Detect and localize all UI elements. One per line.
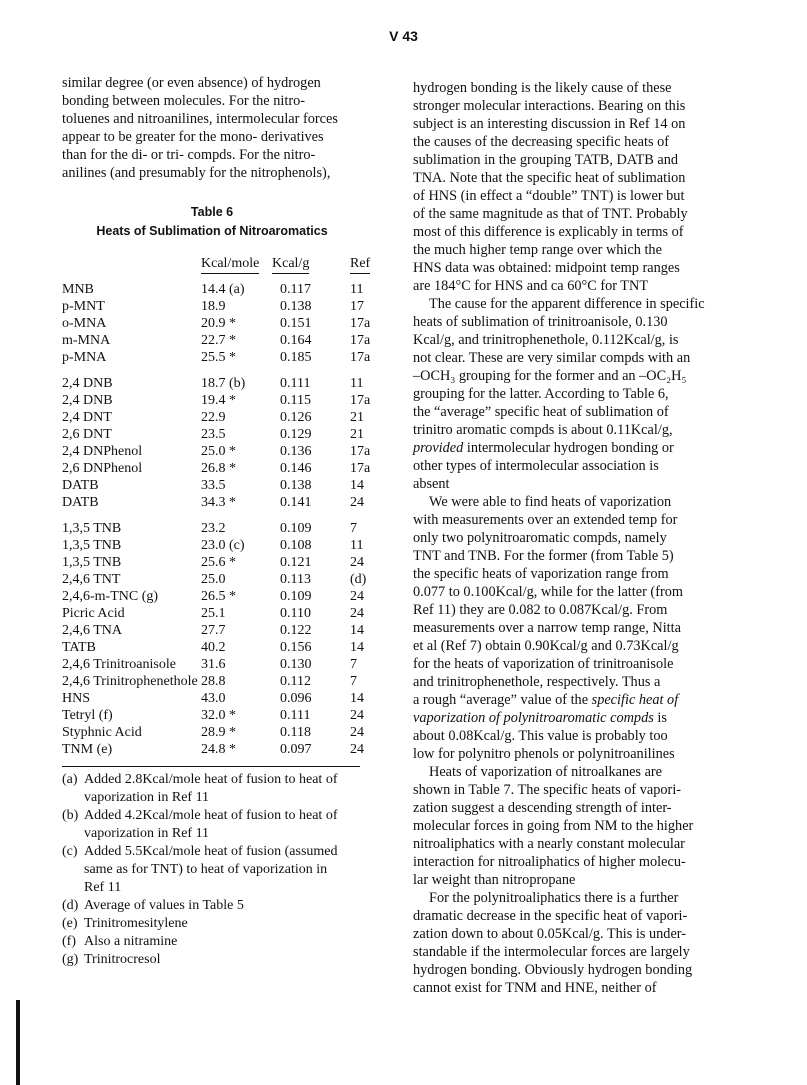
kcal-mole-cell: 40.2 (201, 640, 226, 655)
compound-cell: TATB (62, 640, 96, 655)
table-title: Heats of Sublimation of Nitroaromatics (96, 224, 328, 238)
kcal-g-cell: 0.115 (280, 393, 311, 408)
kcal-mole-cell: 18.9 (201, 299, 226, 314)
kcal-mole-cell: 31.6 (201, 657, 226, 672)
text-line: hydrogen bonding is the likely cause of these (413, 80, 672, 96)
footnote-text: Added 5.5Kcal/mole heat of fusion (assumed (84, 844, 338, 859)
ref-cell: 14 (350, 691, 364, 706)
compound-cell: p-MNA (62, 350, 107, 365)
kcal-mole-cell: 14.4 (a) (201, 282, 245, 297)
emphasis: vaporization of polynitroaromatic compds (413, 710, 654, 726)
footnote-text: Also a nitramine (84, 934, 178, 949)
margin-rule (16, 1000, 20, 1085)
footnote-text: Added 2.8Kcal/mole heat of fusion to heat of (84, 772, 338, 787)
text-line: Ref 11) they are 0.082 to 0.087Kcal/g. From (413, 602, 668, 618)
text-line: similar degree (or even absence) of hydrogen (62, 75, 321, 91)
kcal-mole-cell: 26.5 * (201, 589, 236, 604)
table-row (62, 426, 362, 443)
ref-cell: 11 (350, 282, 364, 297)
table-footnotes (62, 771, 362, 969)
kcal-mole-cell: 43.0 (201, 691, 226, 706)
footnote (62, 915, 362, 933)
kcal-g-cell: 0.118 (280, 725, 311, 740)
compound-cell: MNB (62, 282, 94, 297)
text-line: grouping for the latter. According to Table 6, (413, 386, 669, 402)
footnote-key: (b) (62, 808, 79, 823)
ref-cell: 7 (350, 657, 357, 672)
table-row (62, 349, 371, 366)
text-line: a rough “average” value of the specific heat of (413, 692, 679, 708)
compound-cell: 2,4,6 TNT (62, 572, 121, 587)
text-line: the much higher temp range over which the (413, 242, 662, 258)
ref-cell: 24 (350, 606, 364, 621)
kcal-g-cell: 0.146 (280, 461, 312, 476)
ref-cell: (d) (350, 572, 367, 587)
table-row (62, 571, 367, 588)
table-row (62, 392, 371, 409)
ref-cell: 17a (350, 350, 371, 365)
table-row (62, 315, 371, 332)
ref-cell: 7 (350, 521, 357, 536)
kcal-mole-cell: 25.1 (201, 606, 226, 621)
ref-cell: 11 (350, 538, 364, 553)
compound-cell: o-MNA (62, 316, 107, 331)
kcal-mole-cell: 32.0 * (201, 708, 236, 723)
kcal-g-cell: 0.164 (280, 333, 312, 348)
table-row (62, 741, 362, 758)
text-line: other types of intermolecular association is (413, 458, 659, 474)
compound-cell: 2,4,6-m-TNC (g) (62, 589, 159, 604)
kcal-mole-cell: 33.5 (201, 478, 226, 493)
text-line: absent (413, 476, 450, 492)
compound-cell: Styphnic Acid (62, 725, 142, 740)
kcal-g-cell: 0.111 (280, 376, 311, 391)
text-line: vaporization of polynitroaromatic compds is (413, 710, 667, 726)
footnote-key: (a) (62, 772, 78, 787)
paragraph (413, 889, 723, 997)
table-body (62, 281, 371, 758)
ref-cell: 24 (350, 742, 364, 757)
kcal-mole-cell: 27.7 (201, 623, 226, 638)
footnote-key: (c) (62, 844, 78, 859)
footnote-text: vaporization in Ref 11 (84, 826, 210, 841)
kcal-g-cell: 0.156 (280, 640, 312, 655)
text-line: of HNS (in effect a “double” TNT) is lower but (413, 188, 685, 204)
table-row (62, 554, 362, 571)
footnote (62, 933, 362, 951)
column-header-kcal-g: Kcal/g (272, 255, 309, 274)
kcal-mole-cell: 28.8 (201, 674, 226, 689)
ref-cell: 21 (350, 410, 364, 425)
intro-paragraph (62, 74, 362, 182)
kcal-mole-cell: 22.9 (201, 410, 226, 425)
ref-cell: 24 (350, 708, 364, 723)
text-line: with measurements over an extended temp for (413, 512, 678, 528)
text-line: than for the di- or tri- compds. For the nitro- (62, 147, 316, 163)
kcal-mole-cell: 23.0 (c) (201, 538, 245, 553)
paragraph (413, 493, 723, 763)
table-row (62, 537, 362, 554)
ref-cell: 24 (350, 495, 364, 510)
ref-cell: 17a (350, 333, 371, 348)
kcal-g-cell: 0.121 (280, 555, 312, 570)
table-row (62, 656, 362, 673)
text-line: the causes of the decreasing specific heats of (413, 134, 670, 150)
table-row (62, 409, 362, 426)
text-line: cannot exist for TNM and HNE, neither of (413, 980, 657, 996)
kcal-g-cell: 0.130 (280, 657, 312, 672)
text-line: TNT and TNB. For the former (from Table 5) (413, 548, 674, 564)
table-header-row (62, 255, 371, 277)
text-line: measurements over a narrow temp range, Nitta (413, 620, 681, 636)
kcal-mole-cell: 25.5 * (201, 350, 236, 365)
text-line: for the heats of vaporization of trinitroanisole (413, 656, 674, 672)
text-line: zation down to about 0.05Kcal/g. This is under- (413, 926, 687, 942)
kcal-g-cell: 0.129 (280, 427, 312, 442)
text-line: nitroaliphatics with a nearly constant molecular (413, 836, 685, 852)
kcal-mole-cell: 34.3 * (201, 495, 236, 510)
kcal-g-cell: 0.108 (280, 538, 312, 553)
text-line: molecular forces in going from NM to the higher (413, 818, 694, 834)
ref-cell: 11 (350, 376, 364, 391)
compound-cell: DATB (62, 478, 99, 493)
text-line: provided intermolecular hydrogen bonding or (413, 440, 674, 456)
footnote-text: Average of values in Table 5 (84, 898, 244, 913)
footnote (62, 843, 362, 897)
ref-cell: 14 (350, 623, 364, 638)
compound-cell: DATB (62, 495, 99, 510)
compound-cell: HNS (62, 691, 91, 706)
footnote-text: same as for TNT) to heat of vaporization in (84, 862, 328, 877)
kcal-g-cell: 0.096 (280, 691, 312, 706)
text-line: about 0.08Kcal/g. This value is probably too (413, 728, 668, 744)
footnote-text: Trinitromesitylene (84, 916, 188, 931)
compound-cell: 2,4 DNPhenol (62, 444, 143, 459)
table-row (62, 605, 362, 622)
text-line: HNS data was obtained: midpoint temp ranges (413, 260, 680, 276)
emphasis: provided (413, 440, 464, 456)
text-line: low for polynitro phenols or polynitroanilines (413, 746, 675, 762)
kcal-g-cell: 0.136 (280, 444, 312, 459)
table-row (62, 494, 362, 511)
footnote-key: (d) (62, 898, 79, 913)
text-line: Heats of vaporization of nitroalkanes are (429, 764, 663, 780)
group-gap (62, 366, 362, 375)
compound-cell: 2,4,6 TNA (62, 623, 123, 638)
text-line: TNA. Note that the specific heat of sublimation (413, 170, 686, 186)
kcal-g-cell: 0.111 (280, 708, 311, 723)
kcal-g-cell: 0.110 (280, 606, 311, 621)
table-row (62, 443, 371, 460)
column-header-kcal-mole: Kcal/mole (201, 255, 259, 274)
text-line: trinitro aromatic compds is about 0.11Kcal/g, (413, 422, 673, 438)
table-row (62, 707, 362, 724)
table-row (62, 281, 362, 298)
compound-cell: 1,3,5 TNB (62, 521, 122, 536)
kcal-mole-cell: 19.4 * (201, 393, 236, 408)
compound-cell: 2,6 DNPhenol (62, 461, 143, 476)
text-line: dramatic decrease in the specific heat of vapori- (413, 908, 688, 924)
ref-cell: 21 (350, 427, 364, 442)
paragraph (413, 763, 723, 889)
text-line: not clear. These are very similar compds with an (413, 350, 691, 366)
text-line: interaction for nitroaliphatics of higher molecu- (413, 854, 686, 870)
footnote-key: (f) (62, 934, 76, 949)
table-row (62, 673, 362, 690)
ref-cell: 14 (350, 640, 364, 655)
left-column (62, 74, 371, 969)
ref-cell: 24 (350, 725, 364, 740)
ref-cell: 17a (350, 461, 371, 476)
ref-cell: 17a (350, 393, 371, 408)
text-line: appear to be greater for the mono- derivatives (62, 129, 324, 145)
kcal-g-cell: 0.097 (280, 742, 312, 757)
kcal-mole-cell: 25.6 * (201, 555, 236, 570)
kcal-g-cell: 0.117 (280, 282, 311, 297)
compound-cell: Picric Acid (62, 606, 125, 621)
text-line: et al (Ref 7) obtain 0.90Kcal/g and 0.73Kcal/g (413, 638, 679, 654)
table-row (62, 520, 362, 537)
kcal-g-cell: 0.112 (280, 674, 311, 689)
kcal-g-cell: 0.122 (280, 623, 312, 638)
ref-cell: 24 (350, 555, 364, 570)
text-line: subject is an interesting discussion in Ref 14 on (413, 116, 686, 132)
table-row (62, 588, 362, 605)
ref-cell: 17a (350, 444, 371, 459)
compound-cell: 2,4 DNT (62, 410, 112, 425)
table-row (62, 332, 371, 349)
kcal-mole-cell: 25.0 * (201, 444, 236, 459)
kcal-g-cell: 0.185 (280, 350, 312, 365)
kcal-g-cell: 0.109 (280, 589, 312, 604)
text-line: only two polynitroaromatic compds, namely (413, 530, 667, 546)
footnote-text: Added 4.2Kcal/mole heat of fusion to heat of (84, 808, 338, 823)
ref-cell: 7 (350, 674, 357, 689)
table-row (62, 622, 362, 639)
text-line: most of this difference is explicably in terms of (413, 224, 684, 240)
text-line: The cause for the apparent difference in specific (429, 296, 705, 312)
text-line: toluenes and nitroanilines, intermolecular forces (62, 111, 338, 127)
right-column (413, 79, 723, 997)
table-row (62, 477, 362, 494)
text-line: zation suggest a descending strength of inter- (413, 800, 672, 816)
kcal-mole-cell: 20.9 * (201, 316, 236, 331)
text-line: We were able to find heats of vaporization (429, 494, 672, 510)
text-line: heats of sublimation of trinitroanisole, 0.130 (413, 314, 668, 330)
kcal-g-cell: 0.126 (280, 410, 312, 425)
text-line: of the same magnitude as that of TNT. Probably (413, 206, 688, 222)
footnote-key: (e) (62, 916, 78, 931)
table-row (62, 298, 362, 315)
kcal-g-cell: 0.138 (280, 478, 312, 493)
text-line: are 184°C for HNS and ca 60°C for TNT (413, 278, 649, 294)
text-line: Kcal/g, and trinitrophenethole, 0.112Kcal/g, is (413, 332, 679, 348)
kcal-mole-cell: 24.8 * (201, 742, 236, 757)
compound-cell: m-MNA (62, 333, 111, 348)
text-line: sublimation in the grouping TATB, DATB and (413, 152, 679, 168)
table-row (62, 639, 362, 656)
text-line: stronger molecular interactions. Bearing on this (413, 98, 686, 114)
text-line: anilines (and presumably for the nitrophenols), (62, 165, 331, 181)
text-line: the “average” specific heat of sublimation of (413, 404, 669, 420)
footnote-text: Trinitrocresol (84, 952, 161, 967)
compound-cell: 1,3,5 TNB (62, 555, 122, 570)
text-line: and trinitrophenethole, respectively. Thus a (413, 674, 661, 690)
kcal-mole-cell: 23.5 (201, 427, 226, 442)
column-header-ref: Ref (350, 255, 370, 274)
page-label: V 43 (389, 28, 418, 44)
text-line: shown in Table 7. The specific heats of vapori- (413, 782, 682, 798)
footnote-text: vaporization in Ref 11 (84, 790, 210, 805)
kcal-g-cell: 0.113 (280, 572, 311, 587)
table-row (62, 724, 362, 741)
text-line: 0.077 to 0.100Kcal/g, while for the latter (from (413, 584, 683, 600)
text-line: For the polynitroaliphatics there is a further (429, 890, 679, 906)
table-row (62, 460, 371, 477)
paragraph (413, 295, 723, 493)
table-number: Table 6 (190, 205, 234, 219)
compound-cell: 2,4 DNB (62, 376, 113, 391)
emphasis: specific heat of (591, 692, 679, 708)
footnote (62, 897, 362, 915)
footnote-text: Ref 11 (84, 880, 122, 895)
text-line: –OCH₃ grouping for the former and an –OC₂H₅ (413, 368, 687, 384)
footnote (62, 771, 362, 807)
compound-cell: 2,4,6 Trinitrophenethole (62, 674, 198, 689)
compound-cell: p-MNT (62, 299, 105, 314)
ref-cell: 17 (350, 299, 364, 314)
text-line: bonding between molecules. For the nitro- (62, 93, 305, 109)
ref-cell: 24 (350, 589, 364, 604)
paragraph (413, 79, 723, 295)
text-line: lar weight than nitropropane (413, 872, 576, 888)
ref-cell: 14 (350, 478, 364, 493)
compound-cell: 2,4 DNB (62, 393, 113, 408)
kcal-mole-cell: 22.7 * (201, 333, 236, 348)
ref-cell: 17a (350, 316, 371, 331)
kcal-mole-cell: 28.9 * (201, 725, 236, 740)
kcal-mole-cell: 25.0 (201, 572, 226, 587)
text-line: standable if the intermolecular forces are largely (413, 944, 690, 960)
compound-cell: Tetryl (f) (62, 708, 113, 723)
kcal-g-cell: 0.138 (280, 299, 312, 314)
kcal-g-cell: 0.109 (280, 521, 312, 536)
text-line: hydrogen bonding. Obviously hydrogen bonding (413, 962, 693, 978)
table-row (62, 375, 362, 392)
table-row (62, 690, 362, 707)
footnote (62, 807, 362, 843)
compound-cell: 2,6 DNT (62, 427, 112, 442)
kcal-g-cell: 0.151 (280, 316, 312, 331)
kcal-mole-cell: 18.7 (b) (201, 376, 246, 391)
kcal-g-cell: 0.141 (280, 495, 312, 510)
group-gap (62, 511, 362, 520)
footnote-key: (g) (62, 952, 79, 967)
compound-cell: TNM (e) (62, 742, 113, 757)
compound-cell: 1,3,5 TNB (62, 538, 122, 553)
kcal-mole-cell: 26.8 * (201, 461, 236, 476)
compound-cell: 2,4,6 Trinitroanisole (62, 657, 176, 672)
table-rule (62, 766, 360, 767)
kcal-mole-cell: 23.2 (201, 521, 226, 536)
footnote (62, 951, 362, 969)
text-line: the specific heats of vaporization range from (413, 566, 669, 582)
